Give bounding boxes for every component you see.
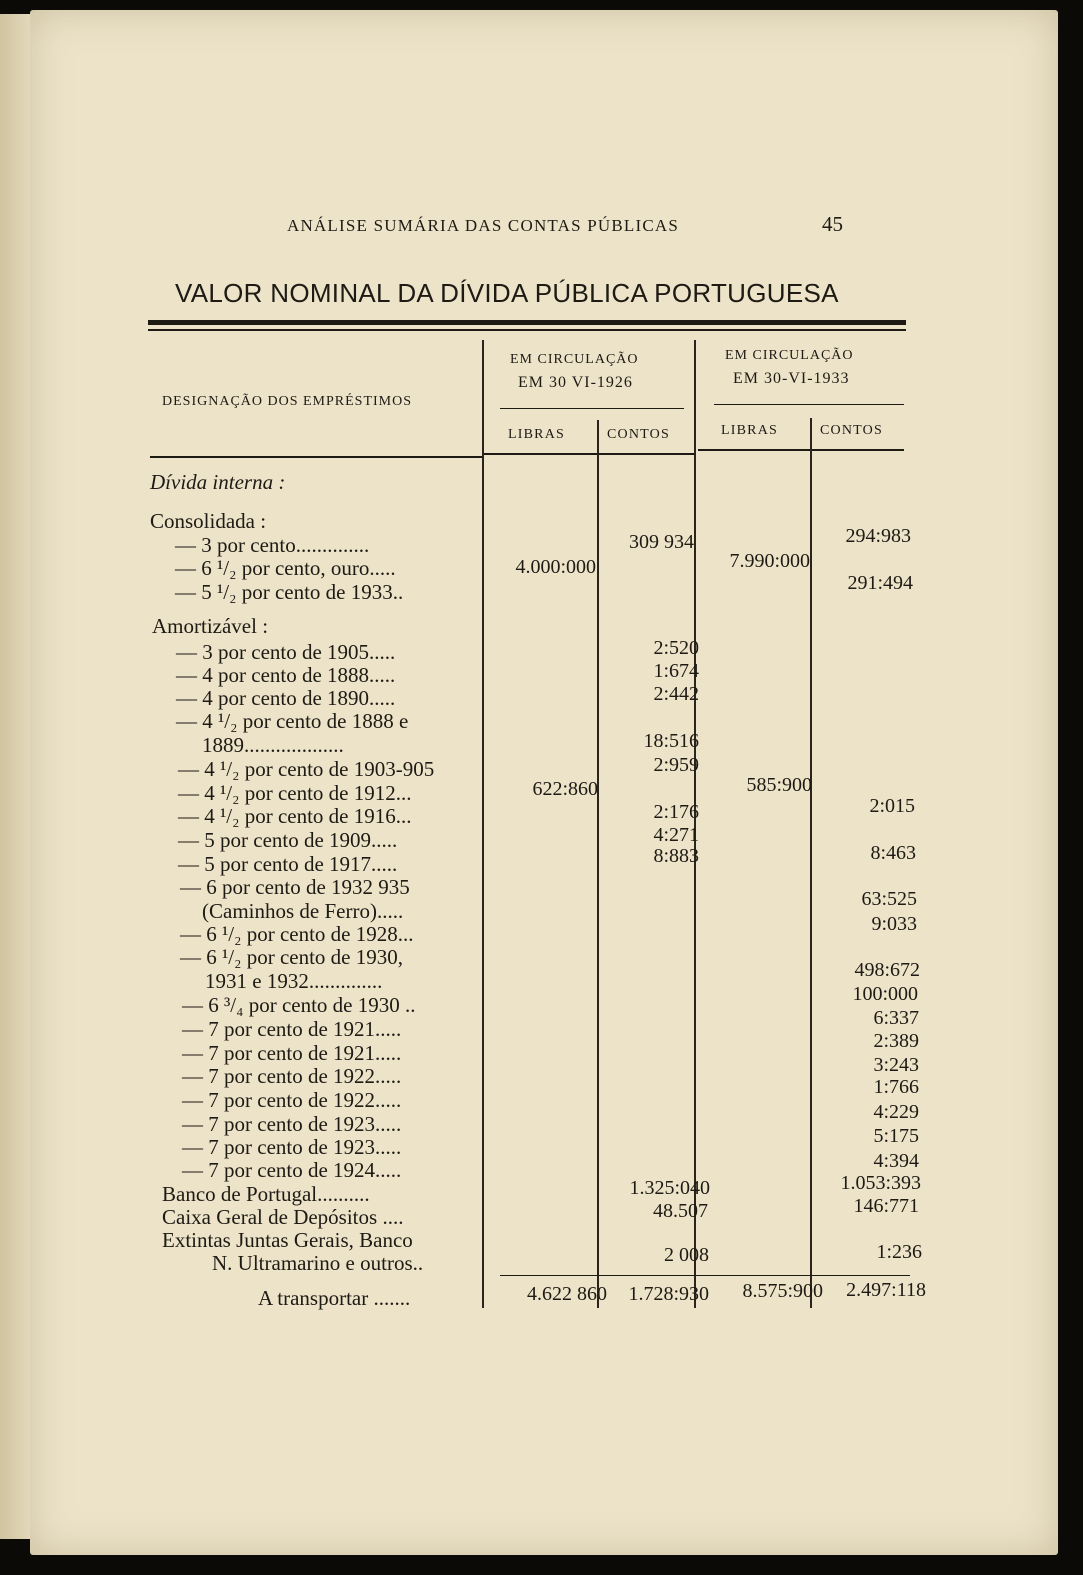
row-a9: — 5 por cento de 1917..... — [178, 852, 398, 876]
row-banco-portugal: Banco de Portugal.......... — [162, 1182, 370, 1206]
cell-cons-libras-1933: 7.990:000 — [729, 550, 810, 572]
cell-amort-libras-1926: 622:860 — [532, 778, 598, 800]
sub-contos-1933: CONTOS — [820, 423, 883, 438]
vline-1933-mid — [810, 418, 812, 1308]
sub-libras-1933: LIBRAS — [721, 423, 778, 438]
cell-a8-1926: 4:271 — [653, 824, 699, 846]
row-a20: — 7 por cento de 1924..... — [182, 1158, 402, 1182]
cell-total-contos-1933: 2.497:118 — [846, 1279, 926, 1301]
row-c2: — 6 ¹/₂ por cento, ouro..... — [175, 556, 396, 580]
cell-bp-1933: 1.053:393 — [840, 1172, 921, 1194]
row-consolidada: Consolidada : — [150, 509, 267, 533]
row-a12: — 6 ¹/₂ por cento de 1930, — [180, 945, 403, 969]
header-1926-line2: EM 30 VI-1926 — [518, 374, 633, 391]
row-a15: — 7 por cento de 1921..... — [182, 1041, 402, 1065]
sub-libras-1926: LIBRAS — [508, 427, 565, 442]
row-c3: — 5 ¹/₂ por cento de 1933.. — [175, 580, 404, 604]
row-caixa-geral: Caixa Geral de Depósitos .... — [162, 1205, 404, 1229]
group-1926-underline — [500, 408, 684, 409]
row-c1: — 3 por cento.............. — [175, 533, 370, 557]
running-header: ANÁLISE SUMÁRIA DAS CONTAS PÚBLICAS — [287, 216, 680, 235]
cell-total-libras-1933: 8.575:900 — [742, 1280, 823, 1302]
cell-a5-1926: 2:959 — [653, 754, 699, 776]
cell-a1-1926: 2:520 — [653, 637, 699, 659]
cell-amort-libras-1933: 585:900 — [746, 774, 812, 796]
cell-a11-1933: 9:033 — [871, 913, 917, 935]
header-1933-line1: EM CIRCULAÇÃO — [725, 348, 854, 363]
row-a4-cont: 1889................... — [202, 733, 344, 757]
cell-c3-1933: 291:494 — [847, 572, 913, 594]
row-a11: — 6 ¹/₂ por cento de 1928... — [180, 922, 414, 946]
row-a14: — 7 por cento de 1921..... — [182, 1017, 402, 1041]
row-a3: — 4 por cento de 1890..... — [176, 686, 396, 710]
row-extintas-cont: N. Ultramarino e outros.. — [212, 1251, 424, 1275]
row-a2: — 4 por cento de 1888..... — [176, 663, 396, 687]
header-1926-line1: EM CIRCULAÇÃO — [510, 352, 639, 367]
vline-1926-mid — [597, 420, 599, 1308]
cell-a3-1926: 2:442 — [653, 683, 699, 705]
cell-a19-1933: 5:175 — [873, 1125, 919, 1147]
cell-cgd-1933: 146:771 — [853, 1195, 919, 1217]
cell-ext-1926: 2 008 — [664, 1244, 709, 1266]
cell-a2-1926: 1:674 — [653, 660, 699, 682]
section-divida-interna: Dívida interna : — [150, 470, 286, 494]
cell-bp-1926: 1.325:040 — [629, 1177, 710, 1199]
cell-a16-1933: 3:243 — [873, 1054, 919, 1076]
row-a17: — 7 por cento de 1922..... — [182, 1088, 402, 1112]
row-a6: — 4 ¹/₂ por cento de 1912... — [178, 781, 412, 805]
row-a19: — 7 por cento de 1923..... — [182, 1135, 402, 1159]
cell-a13-1933: 100:000 — [852, 983, 918, 1005]
cell-a15-1933: 2:389 — [873, 1030, 919, 1052]
cell-a10-1933: 63:525 — [861, 888, 917, 910]
cell-a18-1933: 4:229 — [873, 1101, 919, 1123]
cell-cons-contos-1926: 309 934 — [629, 531, 694, 553]
row-a8: — 5 por cento de 1909..... — [178, 828, 398, 852]
cell-a12-1933: 498:672 — [854, 959, 920, 981]
row-a18: — 7 por cento de 1923..... — [182, 1112, 402, 1136]
total-rule — [500, 1275, 910, 1276]
cell-a7-1933: 2:015 — [869, 795, 915, 817]
cell-a17-1933: 1:766 — [873, 1076, 919, 1098]
cell-total-libras-1926: 4.622 860 — [527, 1283, 607, 1305]
cell-a4-1926: 18:516 — [643, 730, 699, 752]
top-rule-thin — [148, 329, 906, 331]
cell-a14-1933: 6:337 — [873, 1007, 919, 1029]
row-a7: — 4 ¹/₂ por cento de 1916... — [178, 804, 412, 828]
page-number: 45 — [822, 212, 843, 236]
row-a-transportar: A transportar ....... — [258, 1286, 411, 1310]
header-rule-left — [150, 456, 482, 458]
row-a5: — 4 ¹/₂ por cento de 1903-905 — [178, 757, 435, 781]
table-title: VALOR NOMINAL DA DÍVIDA PÚBLICA PORTUGUESA — [175, 278, 839, 308]
row-a13: — 6 ³/₄ por cento de 1930 .. — [182, 993, 416, 1017]
row-a1: — 3 por cento de 1905..... — [176, 640, 396, 664]
row-a10: — 6 por cento de 1932 935 — [180, 875, 410, 899]
row-a10-cont: (Caminhos de Ferro)..... — [202, 899, 404, 923]
group-1933-underline — [714, 404, 904, 405]
header-rule-1933 — [698, 449, 904, 451]
vline-designation — [482, 340, 484, 1308]
cell-ext-1933: 1:236 — [876, 1241, 922, 1263]
cell-a20-1933: 4:394 — [873, 1150, 919, 1172]
header-designation: DESIGNAÇÃO DOS EMPRÉSTIMOS — [162, 394, 413, 409]
row-a12-cont: 1931 e 1932.............. — [205, 969, 383, 993]
row-amortizavel: Amortizável : — [152, 614, 269, 638]
top-rule-thick — [148, 320, 906, 325]
cell-a9-1933: 8:463 — [870, 842, 916, 864]
cell-total-contos-1926: 1.728:930 — [628, 1283, 709, 1305]
row-a16: — 7 por cento de 1922..... — [182, 1064, 402, 1088]
row-a4: — 4 ¹/₂ por cento de 1888 e — [176, 709, 409, 733]
row-extintas: Extintas Juntas Gerais, Banco — [162, 1228, 413, 1252]
header-1933-line2: EM 30-VI-1933 — [733, 370, 850, 387]
sub-contos-1926: CONTOS — [607, 427, 670, 442]
cell-cgd-1926: 48.507 — [653, 1200, 708, 1222]
cell-cons-libras-1926: 4.000:000 — [515, 556, 596, 578]
header-rule-1926 — [484, 453, 694, 455]
cell-a7-1926: 2:176 — [653, 801, 699, 823]
cell-c1-1933: 294:983 — [845, 525, 911, 547]
cell-a9-1926: 8:883 — [653, 845, 699, 867]
